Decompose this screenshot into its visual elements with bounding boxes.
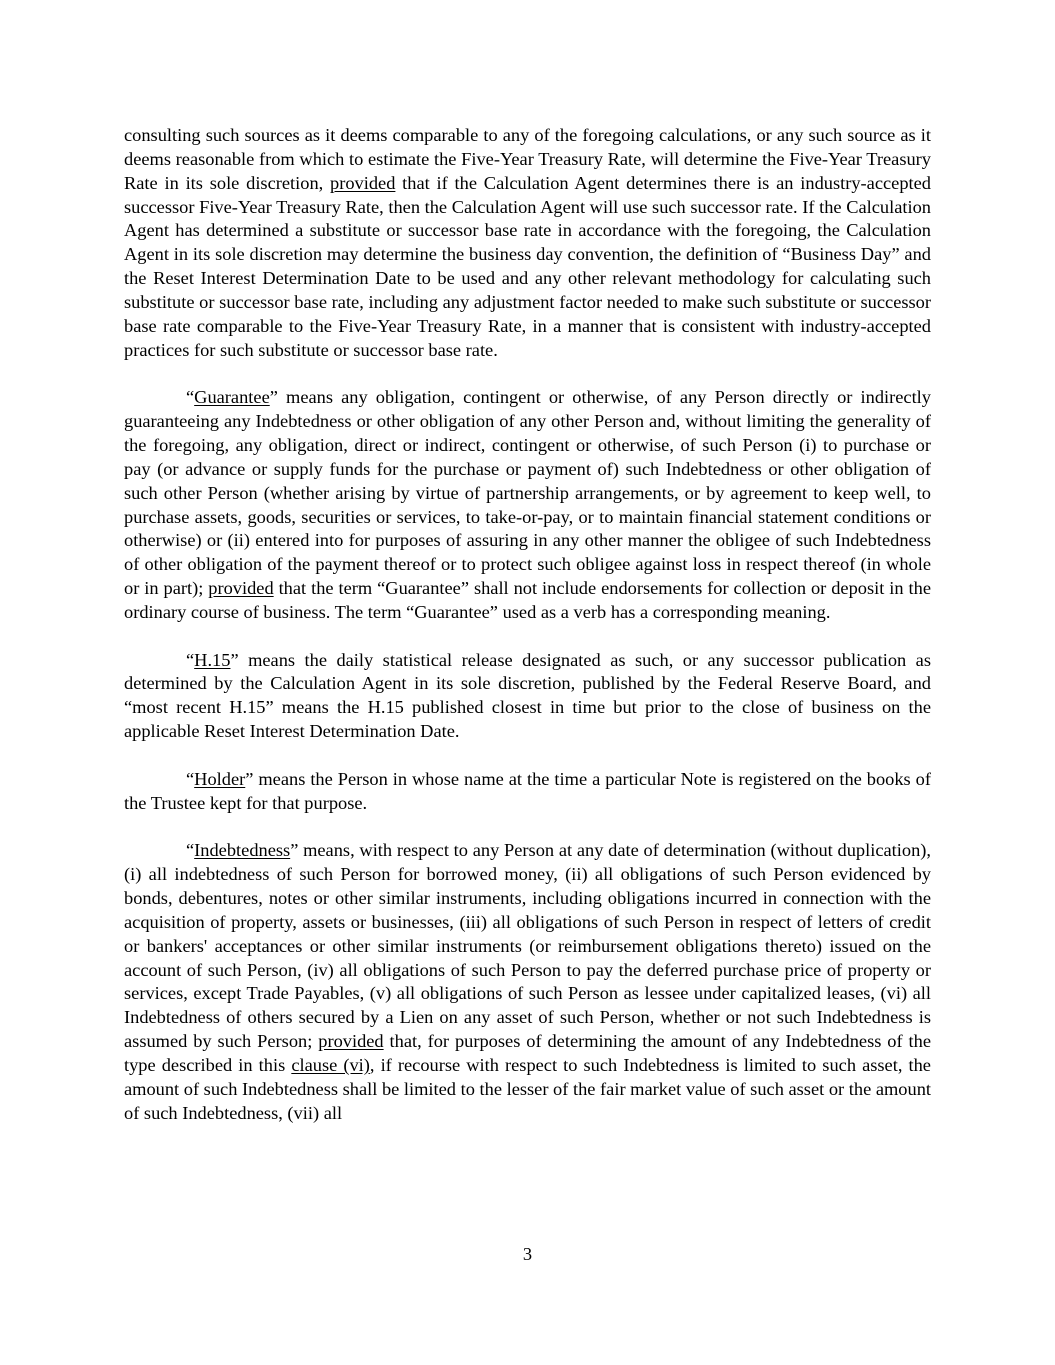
text-run: ” means the daily statistical release designated as such, or any successor publication as determined by the Calculation Agent in its sole discretion, published by the Federal Reserve Board, and “most recent H.15” means the H.15 published closest in time but prior to the close of business on the applicable Reset Interest Determination Date. — [124, 649, 931, 742]
text-run: ” means any obligation, contingent or otherwise, of any Person directly or indirectly guaranteeing any Indebtedness or other obligation of any other Person and, without limiting the generality of the foregoing, any obligation, direct or indirect, contingent or otherwise, of such Person (i) to purchase or pay (or advance or supply funds for the purchase or payment of) such Indebtedness or other obligation of such other Person (whether arising by virtue of partnership arrangements, or by agreement to keep well, to purchase assets, goods, securities or services, to take-or-pay, or to maintain financial statement conditions or otherwise) or (ii) entered into for purposes of assuring in any other manner the obligee of such Indebtedness of other obligation of the payment thereof or to protect such obligee against loss in respect thereof (in whole or in part); — [124, 387, 931, 599]
paragraph-h15-definition — [124, 649, 931, 744]
text-run: “ — [186, 768, 195, 789]
text-run: “ — [186, 387, 195, 408]
text-run: ” means the Person in whose name at the time a particular Note is registered on the books of the Trustee kept for that purpose. — [124, 768, 931, 813]
underlined-term: H.15 — [194, 649, 231, 670]
page-number: 3 — [522, 1244, 533, 1264]
text-run: ” means, with respect to any Person at any date of determination (without duplication), (i) all indebtedness of such Person for borrowed money, (ii) all obligations of such Person evidenced by bonds, debentures, notes or other similar instruments, including obligations incurred in connection with the acquisition of property, assets or businesses, (iii) all obligations of such Person in respect of letters of credit or bankers' acceptances or other similar instruments (or reimbursement obligations thereto) issued on the account of such Person, (iv) all obligations of such Person to pay the deferred purchase price of property or services, except Trade Payables, (v) all obligations of such Person as lessee under capitalized leases, (vi) all Indebtedness of others secured by a Lien on any asset of such Person, whether or not such Indebtedness is assumed by such Person; — [124, 840, 931, 1052]
text-run: that, for purposes of determining the amount of any Indebtedness of the type described in this — [124, 1031, 931, 1075]
underlined-term: provided — [318, 1031, 384, 1052]
text-run: , if recourse with respect to such Indebtedness is limited to such asset, the amount of such Indebtedness shall be limited to the lesser of the fair market value of such asset or the amount of such Indebtedness, (vii) all — [124, 1054, 931, 1123]
underlined-term: clause (vi) — [291, 1054, 370, 1075]
text-run: that the term “Guarantee” shall not include endorsements for collection or deposit in the ordinary course of business. The term “Guarantee” used as a verb has a corresponding meaning. — [124, 578, 932, 622]
text-run: consulting such sources as it deems comparable to any of the foregoing calculations, or any such source as it deems reasonable from which to estimate the Five-Year Treasury Rate, will determine the Five-Year Treasury Rate in its sole discretion, — [124, 125, 931, 193]
underlined-term: provided — [208, 578, 274, 599]
paragraph-holder-definition — [124, 768, 931, 816]
text-run: “ — [186, 840, 195, 861]
underlined-term: Indebtedness — [194, 840, 291, 861]
underlined-term: Holder — [194, 768, 246, 789]
text-run: that if the Calculation Agent determines there is an industry-accepted successor Five-Year Treasury Rate, then the Calculation Agent will use such successor rate. If the Calculation Agent has determined a substitute or successor base rate in accordance with the foregoing, the Calculation Agent in its sole discretion may determine the business day convention, the definition of “Business Day” and the Reset Interest Determination Date to be used and any other relevant methodology for calculating such substitute or successor base rate, including any adjustment factor needed to make such substitute or successor base rate comparable to the Five-Year Treasury Rate, in a manner that is consistent with industry-accepted practices for such substitute or successor base rate. — [124, 172, 931, 360]
paragraph-guarantee-definition — [124, 386, 931, 624]
paragraph-treasury-rate-continuation — [124, 124, 931, 362]
underlined-term: provided — [330, 172, 396, 193]
text-run: “ — [186, 649, 195, 670]
document-body — [124, 124, 931, 1149]
underlined-term: Guarantee — [194, 387, 270, 408]
paragraph-indebtedness-definition — [124, 839, 931, 1125]
